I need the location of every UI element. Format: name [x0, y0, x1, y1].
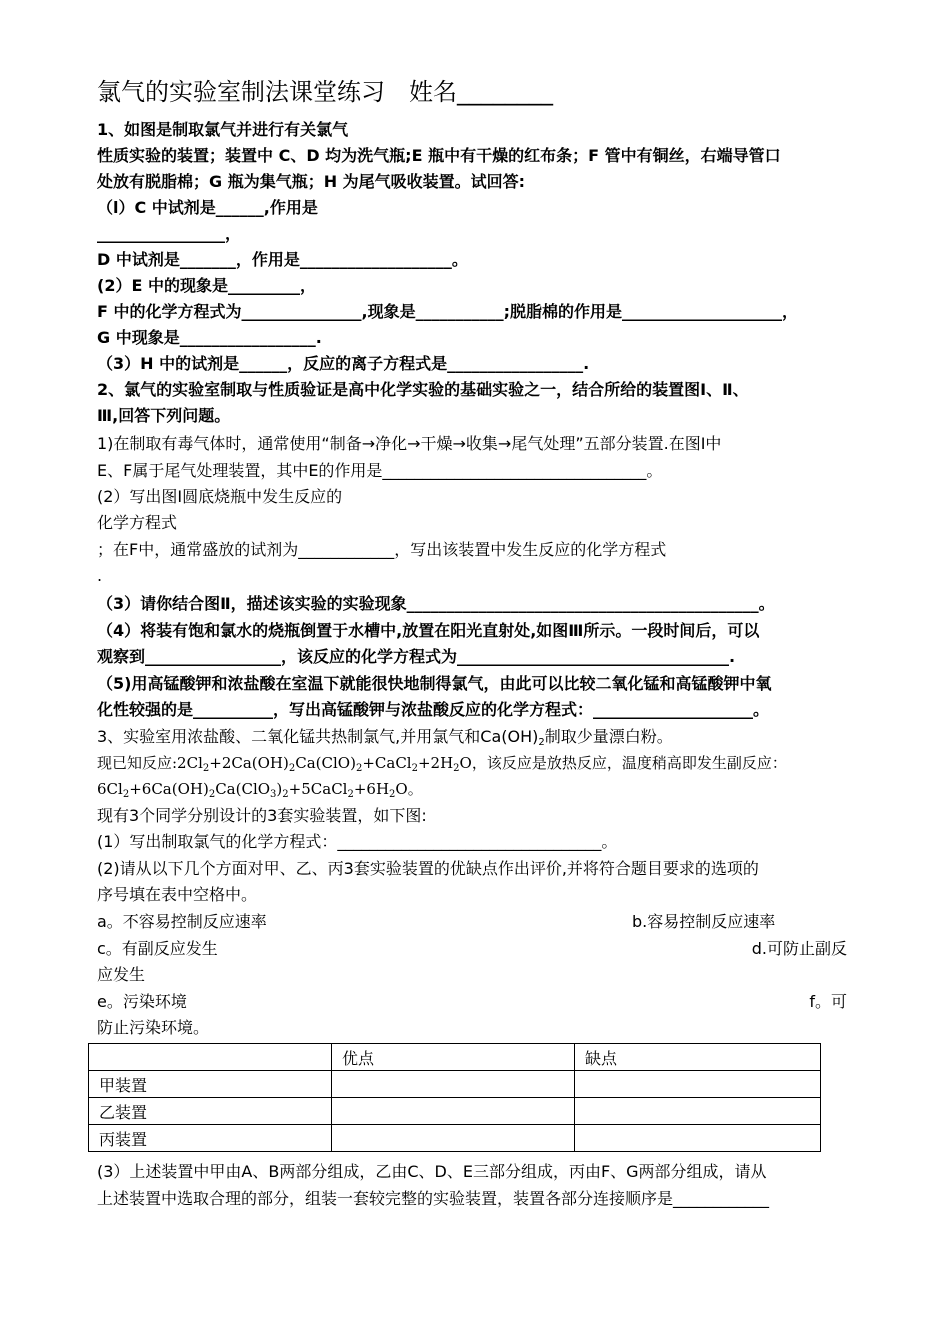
q2-line-13: 化性较强的是__________，写出高锰酸钾与浓盐酸反应的化学方程式：____________________。 [97, 700, 770, 719]
option-f: f。可 [809, 992, 847, 1011]
option-e: e。污染环境 [97, 992, 187, 1011]
q2-line-7: ；在F中，通常盛放的试剂为____________，写出该装置中发生反应的化学方程式 [97, 540, 667, 559]
q3-l2-a: 现已知反应:2Cl [97, 754, 203, 772]
table-row [89, 1125, 821, 1152]
q3-l3-c: Ca(ClO [215, 780, 271, 798]
evaluation-table [88, 1043, 821, 1152]
q3-line-1-a: 3、实验室用浓盐酸、二氧化锰共热制氯气,并用氯气和Ca(OH) [97, 727, 539, 746]
q1-line-6: D 中试剂是_______，作用是___________________。 [97, 250, 468, 269]
q1-line-2: 性质实验的装置；装置中 C、D 均为洗气瓶;E 瓶中有干燥的红布条；F 管中有铜丝，右端导管口 [97, 146, 781, 165]
q2-line-10: （4）将装有饱和氯水的烧瓶倒置于水槽中,放置在阳光直射处,如图Ⅲ所示。一段时间后，可以 [97, 621, 760, 640]
table-cell-apparatus: 丙装置 [89, 1125, 332, 1152]
q2-line-12: （5)用高锰酸钾和浓盐酸在室温下就能很快地制得氯气，由此可以比较二氧化锰和高锰酸钾中氧 [97, 674, 772, 693]
q3-line-7: 序号填在表中空格中。 [97, 885, 258, 904]
table-header-cell [89, 1044, 332, 1071]
q2-line-5: (2）写出图Ⅰ圆底烧瓶中发生反应的 [97, 487, 343, 506]
q3-l3-g: O。 [395, 780, 423, 798]
table-row [89, 1098, 821, 1125]
q3-line-5: (1）写出制取氯气的化学方程式：_________________________________。 [97, 832, 618, 851]
q3-l3-f: +6H [353, 780, 390, 798]
q3-l3-s4: 2 [282, 789, 289, 800]
q2-line-9: （3）请你结合图Ⅱ，描述该实验的实验现象____________________________________________。 [97, 594, 775, 613]
q3-l3-s3: 3 [270, 789, 277, 800]
q2-line-8: . [97, 566, 103, 585]
q3-line-3-side-reaction [97, 779, 423, 805]
q1-line-1: 1、如图是制取氯气并进行有关氯气 [97, 120, 349, 139]
table-row [89, 1071, 821, 1098]
table-header-cell: 优点 [332, 1044, 575, 1071]
option-a: a。不容易控制反应速率 [97, 912, 267, 931]
table-cell-disadvantage[interactable] [575, 1098, 821, 1125]
q3-l2-s4: 2 [411, 763, 418, 774]
table-header-row [89, 1044, 821, 1071]
q2-line-2: Ⅲ,回答下列问题。 [97, 406, 231, 425]
q1-line-10: （3）H 中的试剂是______，反应的离子方程式是_________________. [97, 354, 590, 373]
table-cell-apparatus: 甲装置 [89, 1071, 332, 1098]
q3-l3-e: +5CaCl [288, 780, 348, 798]
q2-line-3: 1)在制取有毒气体时，通常使用“制备→净化→干燥→收集→尾气处理”五部分装置.在图Ⅰ中 [97, 434, 722, 453]
q3-l2-b: +2Ca(OH) [209, 754, 289, 772]
q3-line-1-b: 制取少量漂白粉。 [544, 727, 673, 746]
option-c: c。有副反应发生 [97, 939, 218, 958]
q1-line-8: F 中的化学方程式为_______________,现象是___________;脱脂棉的作用是____________________， [97, 302, 798, 321]
q3-l3-s2: 2 [208, 789, 216, 800]
q2-line-11: 观察到_________________，该反应的化学方程式为__________________________________. [97, 647, 736, 666]
q3-l2-d: +CaCl [362, 754, 412, 772]
q3-l2-f: O，该反应是放热反应，温度稍高即发生副反应： [459, 754, 787, 772]
q2-line-6: 化学方程式 [97, 513, 178, 532]
table-cell-advantage[interactable] [332, 1071, 575, 1098]
q3-line-9: 上述装置中选取合理的部分，组装一套较完整的实验装置，装置各部分连接顺序是____________ [97, 1189, 770, 1208]
q3-l2-s3: 2 [355, 763, 363, 774]
q3-line-8: (3）上述装置中甲由A、B两部分组成，乙由C、D、E三部分组成，丙由F、G两部分组成，请从 [97, 1162, 767, 1181]
option-f-cont: 防止污染环境。 [97, 1018, 210, 1037]
q3-line-6: (2)请从以下几个方面对甲、乙、丙3套实验装置的优缺点作出评价,并将符合题目要求的选项的 [97, 859, 759, 878]
page-title: 氯气的实验室制法课堂练习 姓名________ [97, 78, 553, 106]
q3-l2-c: Ca(ClO) [295, 754, 356, 772]
option-d-cont: 应发生 [97, 965, 146, 984]
table-cell-disadvantage[interactable] [575, 1071, 821, 1098]
q3-l3-a: 6Cl [97, 780, 123, 798]
q3-line-1-sub: 2 [538, 737, 545, 748]
option-b: b.容易控制反应速率 [632, 912, 776, 931]
q1-line-7: (2）E 中的现象是_________， [97, 276, 316, 295]
q3-l3-d: ) [276, 780, 283, 798]
q3-l2-s5: 2 [453, 763, 460, 774]
q2-line-4: E、F属于尾气处理装置，其中E的作用是_________________________________。 [97, 461, 663, 480]
table-cell-disadvantage[interactable] [575, 1125, 821, 1152]
q2-line-1: 2、氯气的实验室制取与性质验证是高中化学实验的基础实验之一，结合所给的装置图Ⅰ、Ⅱ、 [97, 380, 749, 399]
q3-line-4: 现有3个同学分别设计的3套实验装置，如下图: [97, 806, 427, 825]
table-cell-advantage[interactable] [332, 1125, 575, 1152]
table-header-cell: 缺点 [575, 1044, 821, 1071]
q3-l3-s1: 2 [122, 789, 130, 800]
q3-l3-s5: 2 [347, 789, 354, 800]
q1-line-5: ________________， [97, 224, 242, 243]
q3-l2-s1: 2 [202, 763, 210, 774]
table-cell-advantage[interactable] [332, 1098, 575, 1125]
q3-l3-s6: 2 [389, 789, 396, 800]
q1-line-4: （l）C 中试剂是______,作用是 [97, 198, 318, 217]
q3-l2-s2: 2 [288, 763, 296, 774]
q3-l2-e: +2H [417, 754, 454, 772]
option-d: d.可防止副反 [751, 939, 847, 958]
q3-line-2-reaction [97, 753, 787, 779]
q3-l3-b: +6Ca(OH) [129, 780, 209, 798]
q1-line-9: G 中现象是_________________. [97, 328, 322, 347]
q1-line-3: 处放有脱脂棉；G 瓶为集气瓶；H 为尾气吸收装置。试回答: [97, 172, 526, 191]
table-cell-apparatus: 乙装置 [89, 1098, 332, 1125]
q3-line-1 [97, 727, 673, 753]
